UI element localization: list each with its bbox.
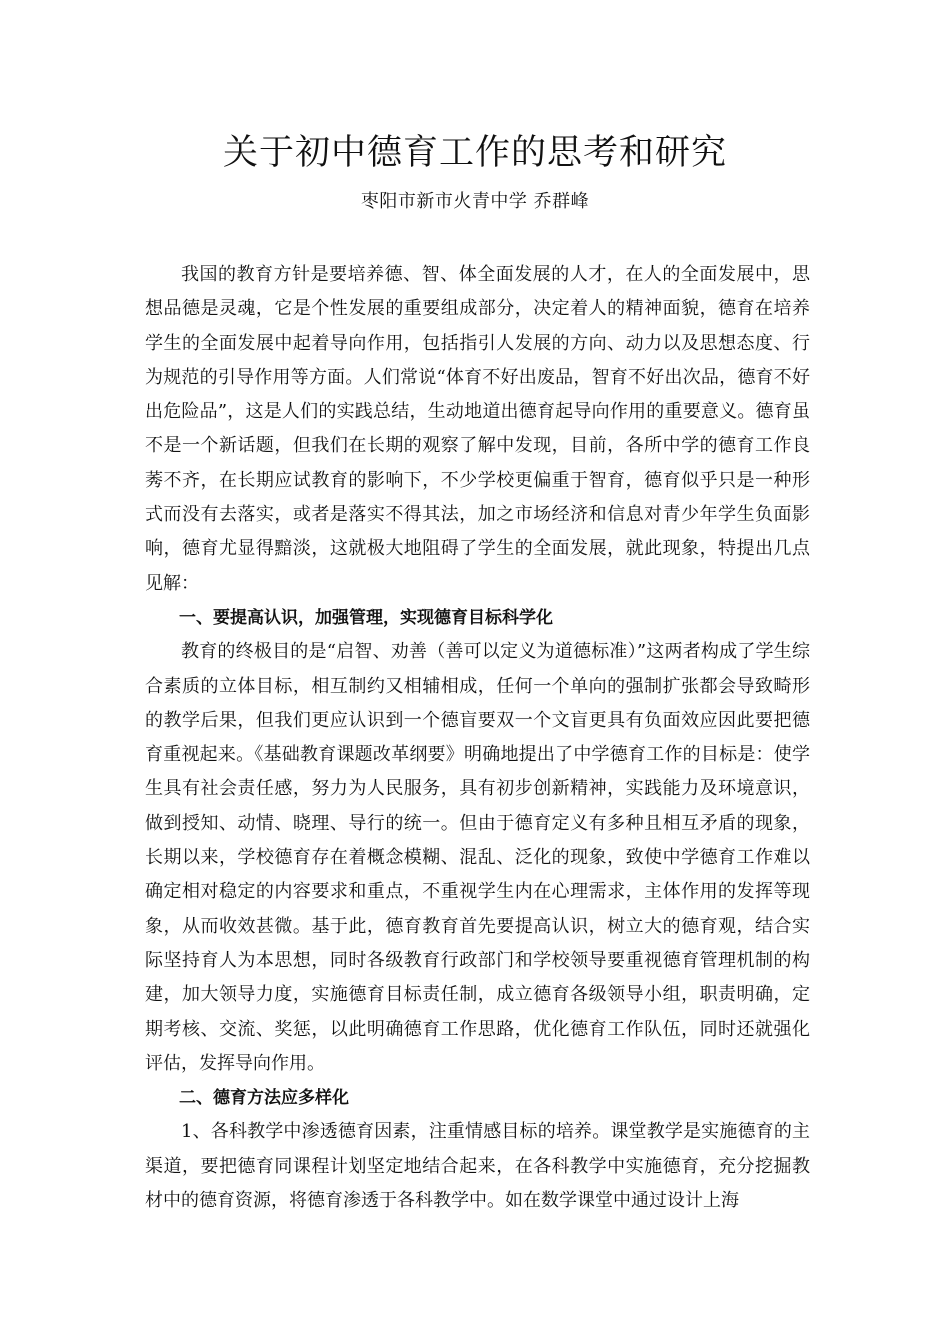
author-line: 枣阳市新市火青中学 乔群峰: [360, 191, 590, 212]
paragraph-section-1: 教育的终极目的是“启智、劝善（善可以定义为道德标准）”这两者构成了学生综合素质的立体目标，相互制约又相辅相成，任何一个单向的强制扩张都会导致畸形的教学后果，但我们更应认识到一个德盲要双一个文盲更具有负面效应因此要把德育重视起来。《基础教育课题改革纲要》明确地提出了中学德育工作的目标是：使学生具有社会责任感，努力为人民服务，具有初步创新精神，实践能力及环境意识，做到授知、动情、晓理、导行的统一。但由于德育定义有多种且相互矛盾的现象，长期以来，学校德育存在着概念模糊、混乱、泛化的现象，致使中学德育工作难以确定相对稳定的内容要求和重点，不重视学生内在心理需求，主体作用的发挥等现象，从而收效甚微。基于此，德育教育首先要提高认识，树立大的德育观，结合实际坚持育人为本思想，同时各级教育行政部门和学校领导要重视德育管理机制的构建，加大领导力度，实施德育目标责任制，成立德育各级领导小组，职责明确，定期考核、交流、奖惩，以此明确德育工作思路，优化德育工作队伍，同时还就强化评估，发挥导向作用。: [145, 641, 810, 1074]
document-title: 关于初中德育工作的思考和研究: [222, 133, 727, 173]
section-heading-1: 一、要提高认识，加强管理，实现德育目标科学化: [179, 607, 553, 628]
paragraph-section-2: 1、各科教学中渗透德育因素，注重情感目标的培养。课堂教学是实施德育的主渠道，要把德育同课程计划坚定地结合起来，在各科教学中实施德育，充分挖掘教材中的德育资源，将德育渗透于各科教学中。如在数学课堂中通过设计上海: [145, 1121, 810, 1212]
document-body: [145, 258, 810, 1218]
paragraph-intro: 我国的教育方针是要培养德、智、体全面发展的人才，在人的全面发展中，思想品德是灵魂，它是个性发展的重要组成部分，决定着人的精神面貌，德育在培养学生的全面发展中起着导向作用，包括指引人发展的方向、动力以及思想态度、行为规范的引导作用等方面。人们常说“体育不好出废品，智育不好出次品，德育不好出危险品”，这是人们的实践总结，生动地道出德育起导向作用的重要意义。德育虽不是一个新话题，但我们在长期的观察了解中发现，目前，各所中学的德育工作良莠不齐，在长期应试教育的影响下，不少学校更偏重于智育，德育似乎只是一种形式而没有去落实，或者是落实不得其法，加之市场经济和信息对青少年学生负面影响，德育尤显得黯淡，这就极大地阻碍了学生的全面发展，就此现象，特提出几点见解：: [145, 264, 810, 594]
section-heading-2: 二、德育方法应多样化: [179, 1088, 349, 1109]
